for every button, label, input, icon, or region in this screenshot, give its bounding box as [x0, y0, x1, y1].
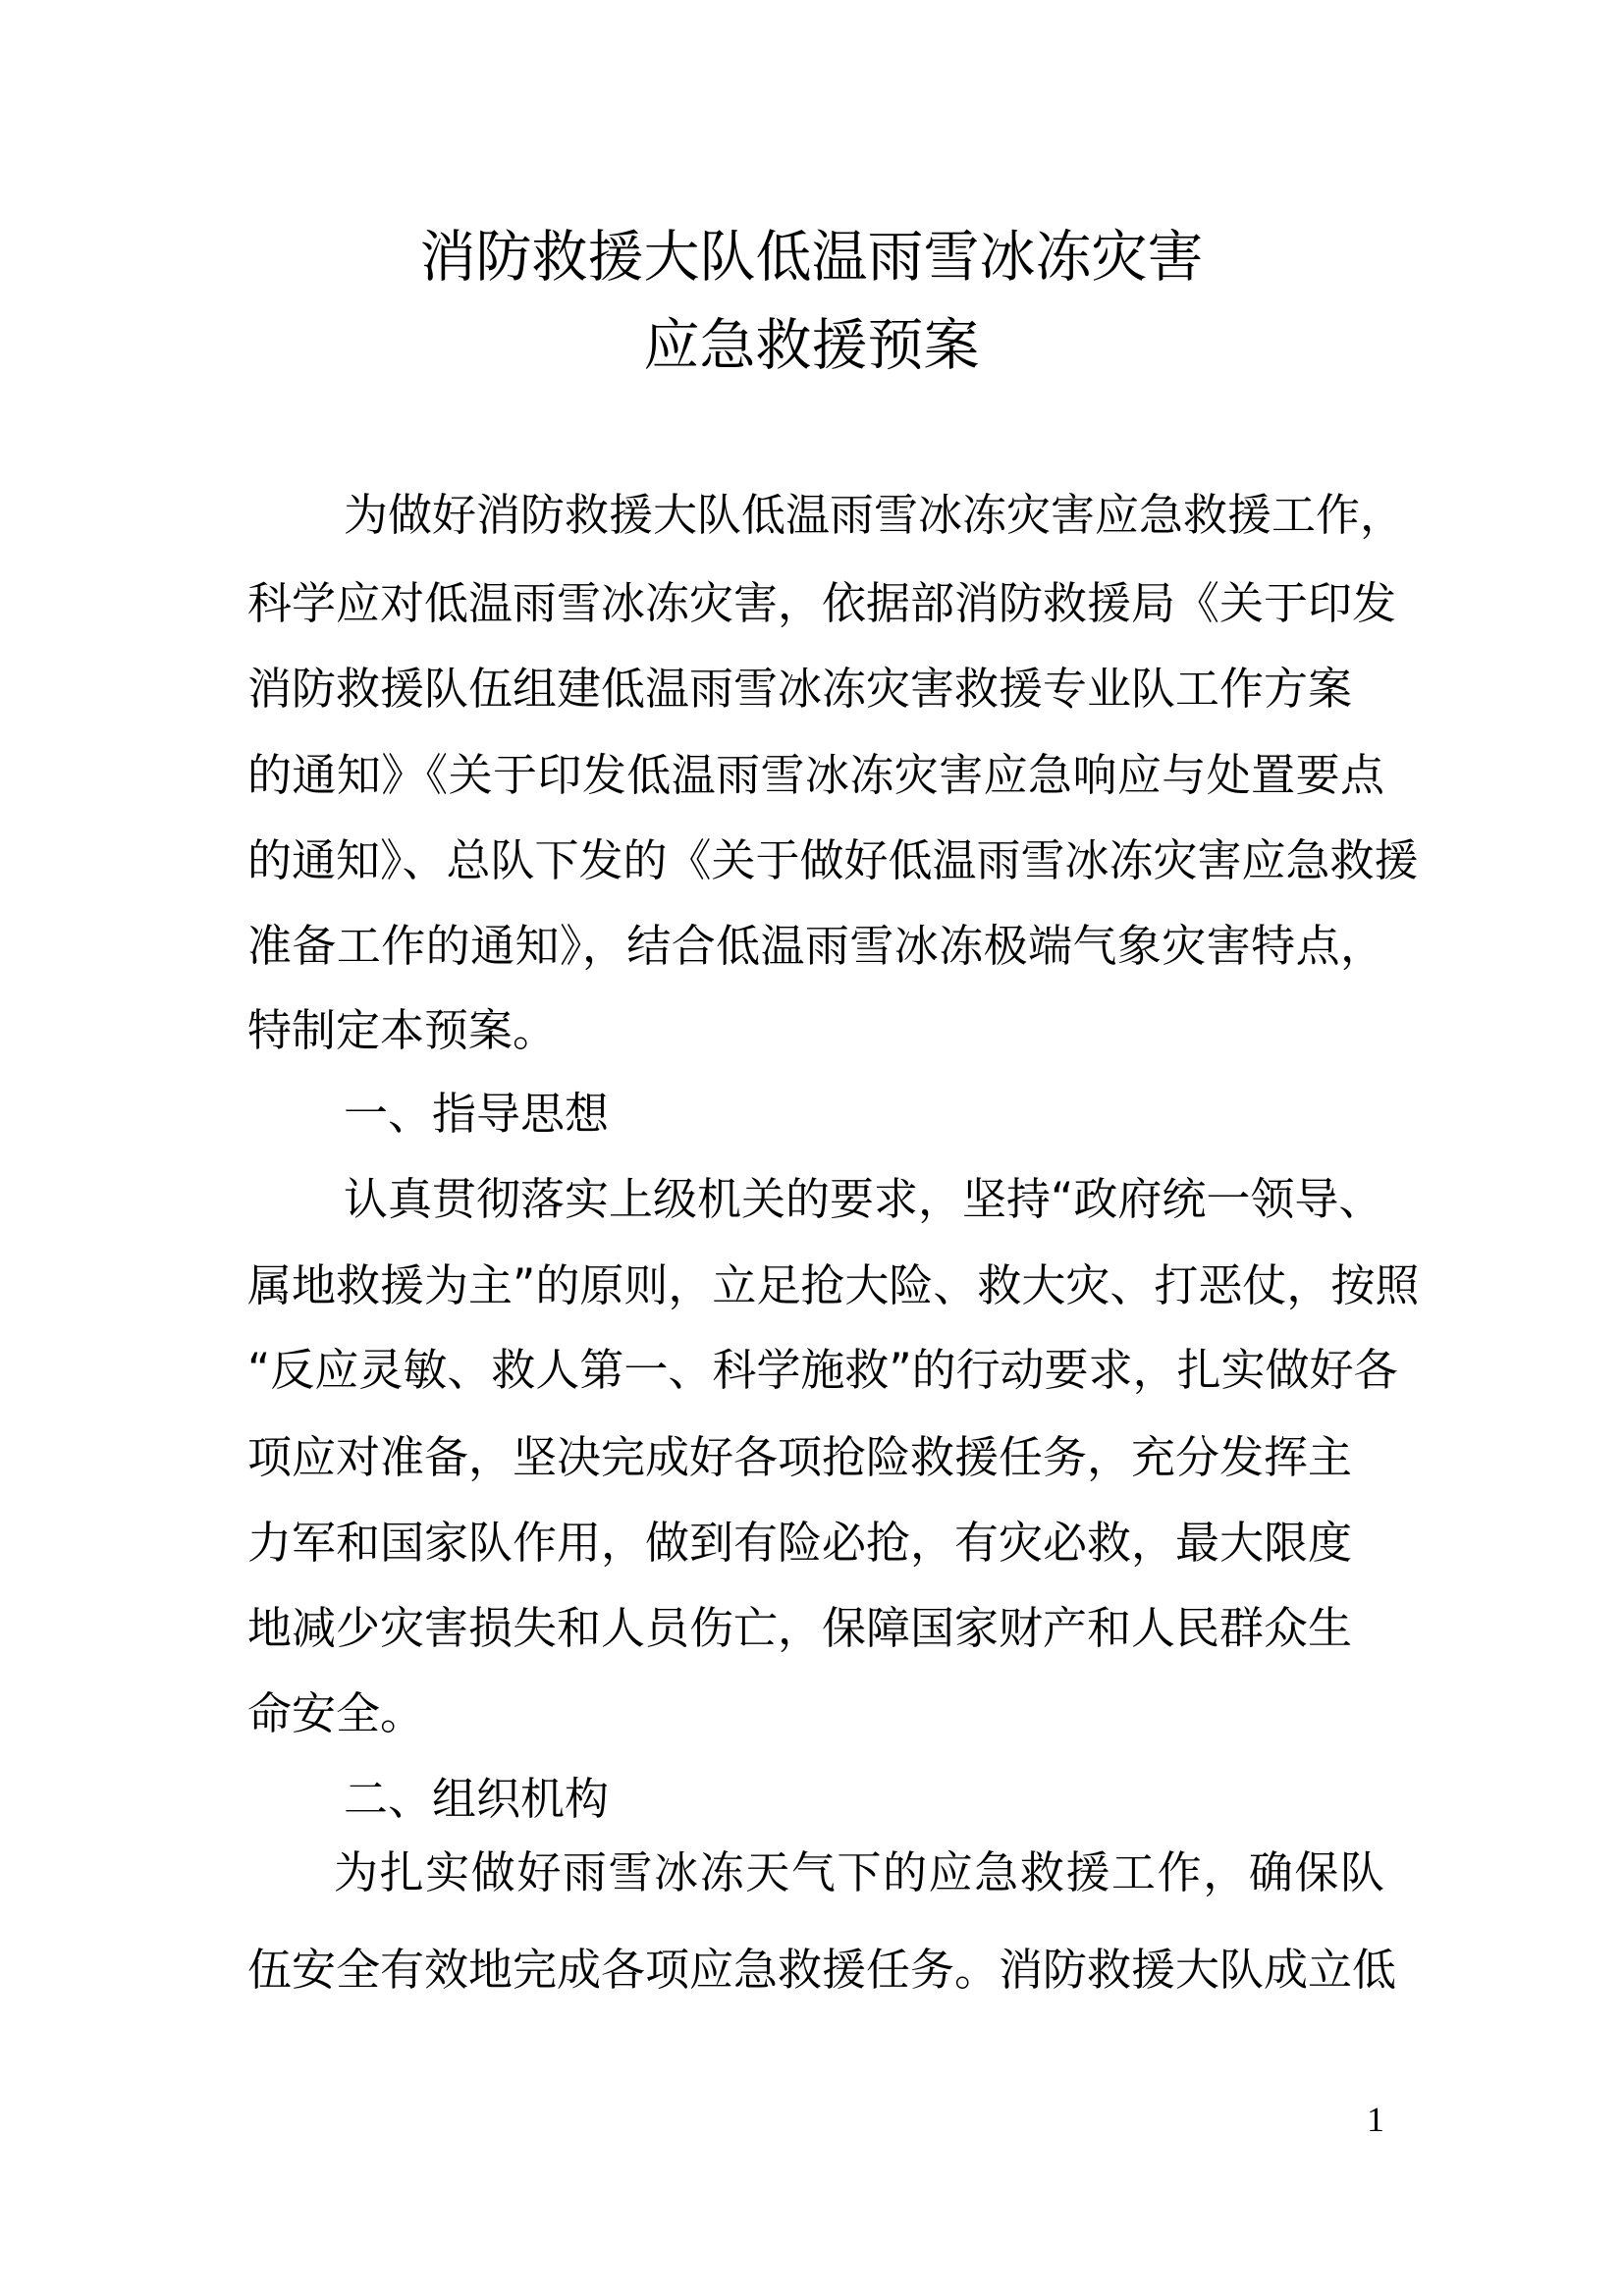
text-line: 属地救援为主”的原则，立足抢大险、救大灾、打恶仗，按照 — [247, 1259, 1420, 1311]
text-line: 地减少灾害损失和人员伤亡，保障国家财产和人民群众生 — [247, 1602, 1353, 1654]
text-line: 为做好消防救援大队低温雨雪冰冻灾害应急救援工作， — [344, 489, 1405, 541]
text-line: 准备工作的通知》，结合低温雨雪冰冻极端气象灾害特点， — [247, 920, 1384, 972]
text-line: 特制定本预案。 — [247, 1004, 558, 1056]
section-heading-guiding-ideology: 一、指导思想 — [344, 1088, 610, 1140]
text-line: 伍安全有效地完成各项应急救援任务。消防救援大队成立低 — [247, 1944, 1397, 1996]
text-line: “反应灵敏、救人第一、科学施救”的行动要求，扎实做好各 — [247, 1344, 1398, 1396]
text-line: 项应对准备，坚决完成好各项抢险救援任务，充分发挥主 — [247, 1431, 1353, 1483]
text-line: 认真贯彻落实上级机关的要求，坚持“政府统一领导、 — [344, 1173, 1383, 1225]
text-line: 消防救援队伍组建低温雨雪冰冻灾害救援专业队工作方案 — [247, 663, 1353, 715]
text-line: 科学应对低温雨雪冰冻灾害，依据部消防救援局《关于印发 — [247, 577, 1397, 629]
title-line-1: 消防救援大队低温雨雪冰冻灾害 — [419, 225, 1204, 290]
text-line: 的通知》、总队下发的《关于做好低温雨雪冰冻灾害应急救援 — [247, 834, 1419, 886]
text-line: 的通知》《关于印发低温雨雪冰冻灾害应急响应与处置要点 — [247, 749, 1384, 801]
text-line: 力军和国家队作用，做到有险必抢，有灾必救，最大限度 — [247, 1517, 1353, 1569]
page-number: 1 — [1367, 2100, 1384, 2139]
section-heading-organization: 二、组织机构 — [344, 1773, 610, 1825]
text-line: 为扎实做好雨雪冰冻天气下的应急救援工作，确保队 — [334, 1846, 1384, 1898]
text-line: 命安全。 — [247, 1687, 425, 1739]
title-line-2: 应急救援预案 — [643, 313, 980, 378]
